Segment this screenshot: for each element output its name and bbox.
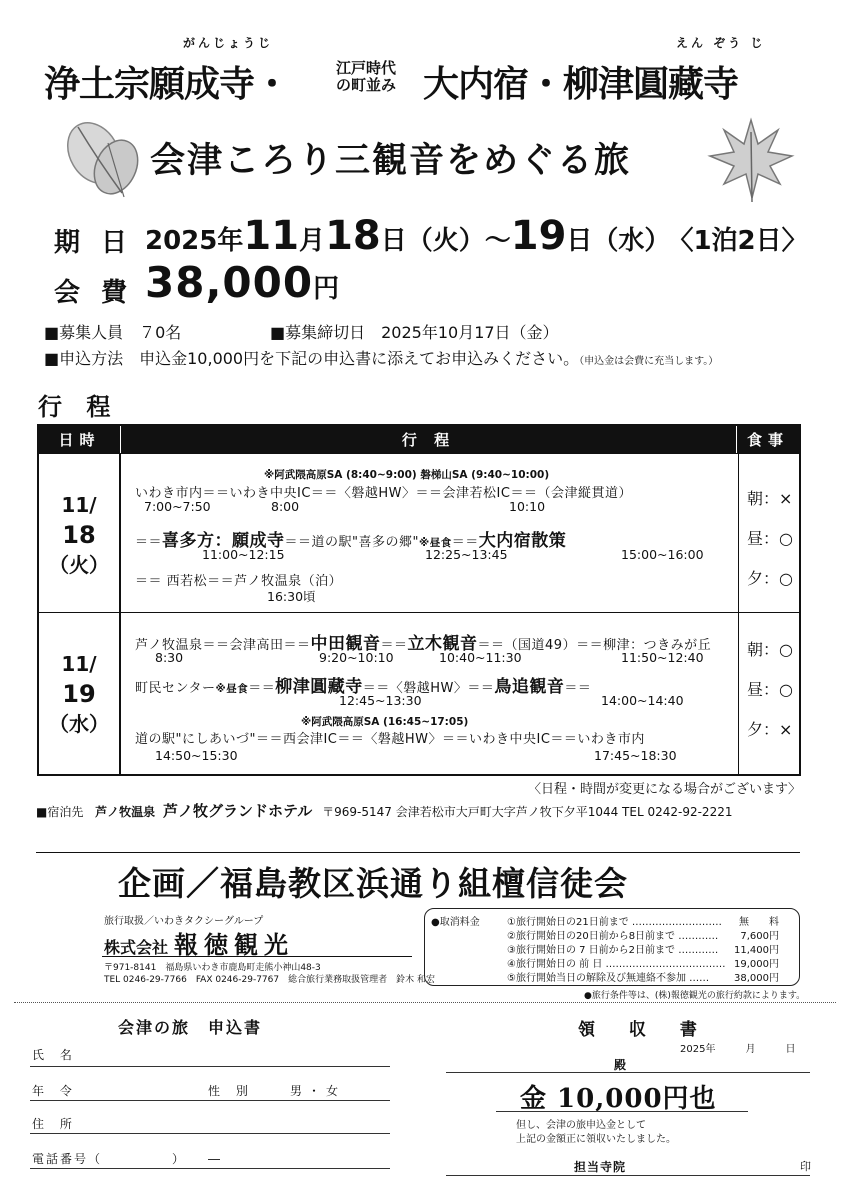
day2-note: ※阿武隈高原SA (16:45~17:05) (301, 716, 469, 728)
cancel-fee-2: 7,600円 (740, 931, 779, 942)
date-value (145, 213, 808, 259)
day1-time2a: 11:00~12:15 (202, 547, 285, 562)
day1-meal-breakfast: 朝：× (747, 489, 793, 508)
title-ouchijuku-enzouji: 大内宿・柳津圓藏寺 (423, 64, 739, 105)
divider-line (36, 852, 800, 853)
cancel-row-2: ②旅行開始日の20日前から8日前まで ………… (507, 931, 719, 942)
phone-label: 電話番号（ ） ― (32, 1152, 223, 1166)
maple-leaf-icon (706, 112, 796, 204)
day2-torioi: 鳥追観音 (494, 677, 565, 697)
day1-lunch: ※昼食 (418, 537, 452, 549)
day2-month: 11/ (61, 652, 97, 676)
sex-options[interactable]: 男・女 (290, 1084, 345, 1098)
day1-time1b: 8:00 (271, 499, 300, 514)
sex-label: 性 別 (208, 1084, 254, 1098)
deadline-info: ■募集締切日 2025年10月17日（金） (270, 323, 559, 342)
apply-method (44, 346, 718, 369)
day1-month: 11/ (61, 493, 97, 517)
day1-l2e: ＝＝ (451, 535, 479, 550)
day1-day: 18 (62, 521, 96, 549)
receipt-name-line[interactable] (446, 1072, 810, 1073)
edo-line-1: 江戸時代 (336, 59, 397, 77)
day1-meal-lunch: 昼：○ (747, 529, 793, 548)
application-title: 会津の旅 申込書 (118, 1018, 263, 1037)
leaf-left-icon (58, 115, 148, 205)
age-label: 年 令 (32, 1084, 78, 1098)
date-day1-suffix: 日（火）～ (380, 226, 511, 256)
fee-amount: 38,000 (145, 258, 314, 307)
day2-meal-lunch: 昼：○ (747, 680, 793, 699)
day2-l2e: ＝＝〈磐越HW〉＝＝ (362, 681, 495, 696)
receipt-date: 2025年 月 日 (680, 1044, 796, 1055)
fee-value (145, 258, 339, 307)
day2-time1b: 9:20~10:10 (319, 650, 394, 665)
day1-time3: 16:30頃 (267, 589, 316, 604)
day2-day: 19 (62, 680, 96, 708)
agent-address: 〒971-8141 福島県いわき市鹿島町走熊小神山48-3 (104, 963, 321, 973)
fee-label: 会 費 (54, 278, 134, 308)
day1-time1a: 7:00~7:50 (144, 499, 211, 514)
day2-time1a: 8:30 (155, 650, 184, 665)
cut-line (14, 1002, 836, 1003)
agent-underline (102, 956, 412, 957)
title-ganjouji: 浄土宗願成寺・ (44, 64, 290, 105)
ruby-ganjouji: がんじょうじ (183, 36, 274, 50)
title-edo-label (336, 60, 396, 94)
name-label: 氏 名 (32, 1048, 78, 1062)
day2-meal-dinner: 夕：× (747, 720, 793, 739)
day1-meal-dinner: 夕：○ (747, 569, 793, 588)
phone-line[interactable] (30, 1168, 390, 1169)
day2-enzouji: 柳津圓藏寺 (275, 677, 363, 697)
lodging-label: ■宿泊先 (36, 805, 84, 819)
day1-line1: いわき市内＝＝いわき中央IC＝＝〈磐越HW〉＝＝会津若松IC＝＝（会津縦貫道） (135, 486, 632, 501)
cancel-row-4: ④旅行開始日の 前 日 ……………………………… (507, 959, 726, 970)
day1-l2c: ＝＝道の駅"喜多の郷" (284, 535, 419, 550)
cancel-row-5: ⑤旅行開始当日の解除及び無連絡不参加 …… (507, 973, 710, 984)
day2-time2b: 14:00~14:40 (601, 693, 684, 708)
receipt-body-2: 上記の金額正に領収いたしました。 (516, 1134, 676, 1145)
day2-time3a: 14:50~15:30 (155, 748, 238, 763)
day1-weekday: （火） (49, 553, 109, 577)
apply-text: ■申込方法 申込金10,000円を下記の申込書に添えてお申込みください。 (44, 349, 580, 368)
age-line[interactable] (30, 1100, 390, 1101)
day2-l2c: ＝＝ (248, 681, 276, 696)
cancel-fee-3: 11,400円 (734, 945, 779, 956)
date-day2-suffix: 日（水） (566, 226, 671, 256)
planner-title: 企画／福島教区浜通り組檀信徒会 (118, 864, 628, 903)
header-date: 日時 (39, 426, 121, 453)
day2-date (39, 649, 119, 739)
day2-time2a: 12:45~13:30 (339, 693, 422, 708)
temple-line[interactable] (446, 1175, 810, 1176)
day2-weekday: （水） (49, 712, 109, 736)
agent-tel: TEL 0246-29-7766 FAX 0246-29-7767 総合旅行業務取扱管理者 鈴木 和宏 (104, 975, 435, 985)
day1-date (39, 490, 119, 580)
day2-time1d: 11:50~12:40 (621, 650, 704, 665)
day2-time1c: 10:40~11:30 (439, 650, 522, 665)
date-label: 期 日 (54, 228, 134, 258)
fee-yen: 円 (313, 274, 340, 304)
day2-l1e: ＝＝（国道49）＝＝柳津：つきみが丘 (477, 638, 712, 653)
day1-time2c: 15:00~16:00 (621, 547, 704, 562)
date-tsuki: 月 (299, 226, 326, 256)
day1-time2b: 12:25~13:45 (425, 547, 508, 562)
day1-note: ※阿武隈高原SA (8:40~9:00) 磐梯山SA (9:40~10:00) (264, 469, 550, 481)
cancel-fee-5: 38,000円 (734, 973, 779, 984)
day2-l2g: ＝＝ (564, 681, 592, 696)
day2-meal-breakfast: 朝：○ (747, 640, 793, 659)
agent-company (104, 925, 294, 960)
lodging-hotel: 芦ノ牧グランドホテル (163, 802, 313, 820)
day2-lunch: ※昼食 (215, 683, 249, 695)
edo-line-2: の町並み (336, 76, 397, 94)
day1-l2a: ＝＝ (135, 535, 163, 550)
itinerary-table (37, 424, 801, 776)
name-line[interactable] (30, 1066, 390, 1067)
main-title: 会津ころり三観音をめぐる旅 (150, 141, 632, 181)
apply-note: （申込金は会費に充当します。） (579, 356, 719, 367)
itinerary-heading: 行 程 (38, 393, 119, 421)
cancel-label: ●取消料金 (431, 917, 480, 928)
cancel-footnote: ●旅行条件等は、(株)報徳観光の旅行約款によります。 (584, 991, 806, 1001)
capacity-info: ■募集人員 ７0名 (44, 323, 182, 342)
receipt-amount: 金 10,000円也 (520, 1084, 717, 1114)
lodging-address: 〒969-5147 会津若松市大戸町大字芦ノ牧下夕平1044 TEL 0242-92-2221 (322, 805, 733, 819)
receipt-dono: 殿 (614, 1058, 627, 1072)
agent-name: 報徳観光 (174, 931, 295, 959)
day2-time3b: 17:45~18:30 (594, 748, 677, 763)
lodging-info (36, 800, 732, 821)
date-month: 11 (243, 213, 300, 259)
date-nights: 〈1泊2日〉 (680, 226, 808, 256)
date-day1: 18 (325, 213, 381, 259)
day1-kitakata: 喜多方：願成寺 (162, 531, 285, 551)
cancellation-box (424, 908, 800, 986)
address-line[interactable] (30, 1133, 390, 1134)
day1-line3: ＝＝ 西若松＝＝芦ノ牧温泉（泊） (135, 574, 343, 589)
ruby-enzouji: えん ぞう じ (676, 36, 766, 50)
day2-l1a: 芦ノ牧温泉＝＝会津高田＝＝ (135, 638, 311, 653)
day1-ouchijuku: 大内宿散策 (478, 531, 567, 551)
receipt-amount-underline (496, 1111, 748, 1112)
date-year: 2025年 (145, 226, 244, 256)
cancel-row-1: ①旅行開始日の21日前まで ……………………… (507, 917, 722, 928)
table-header (39, 426, 799, 453)
seal-mark: 印 (800, 1160, 811, 1173)
day1-time1c: 10:10 (509, 499, 546, 514)
cancel-row-3: ③旅行開始日の 7 日前から2日前まで ………… (507, 945, 719, 956)
agent-prefix: 株式会社 (104, 938, 169, 957)
day2-row (39, 612, 799, 774)
header-route: 行 程 (121, 426, 737, 453)
day1-row (39, 453, 799, 612)
receipt-title: 領 収 書 (578, 1020, 711, 1040)
day2-l1c: ＝＝ (380, 638, 408, 653)
day2-line3: 道の駅"にしあいづ"＝＝西会津IC＝＝〈磐越HW〉＝＝いわき中央IC＝＝いわき市内 (135, 732, 645, 747)
temple-label: 担当寺院 (574, 1160, 627, 1174)
day2-nakata: 中田観音 (310, 634, 381, 654)
agent-group: 旅行取扱／いわきタクシーグループ (104, 916, 264, 927)
day2-tachiki: 立木観音 (407, 634, 478, 654)
cancel-fee-4: 19,000円 (734, 959, 779, 970)
address-label: 住 所 (32, 1117, 78, 1131)
lodging-onsen: 芦ノ牧温泉 (95, 805, 156, 819)
change-note: 〈日程・時間が変更になる場合がございます〉 (527, 782, 801, 797)
header-meal: 食事 (746, 431, 789, 449)
cancel-fee-1: 無 料 (739, 917, 779, 928)
day2-l2a: 町民センター (135, 681, 216, 696)
receipt-body-1: 但し、会津の旅申込金として (516, 1120, 646, 1131)
date-day2: 19 (510, 213, 567, 259)
